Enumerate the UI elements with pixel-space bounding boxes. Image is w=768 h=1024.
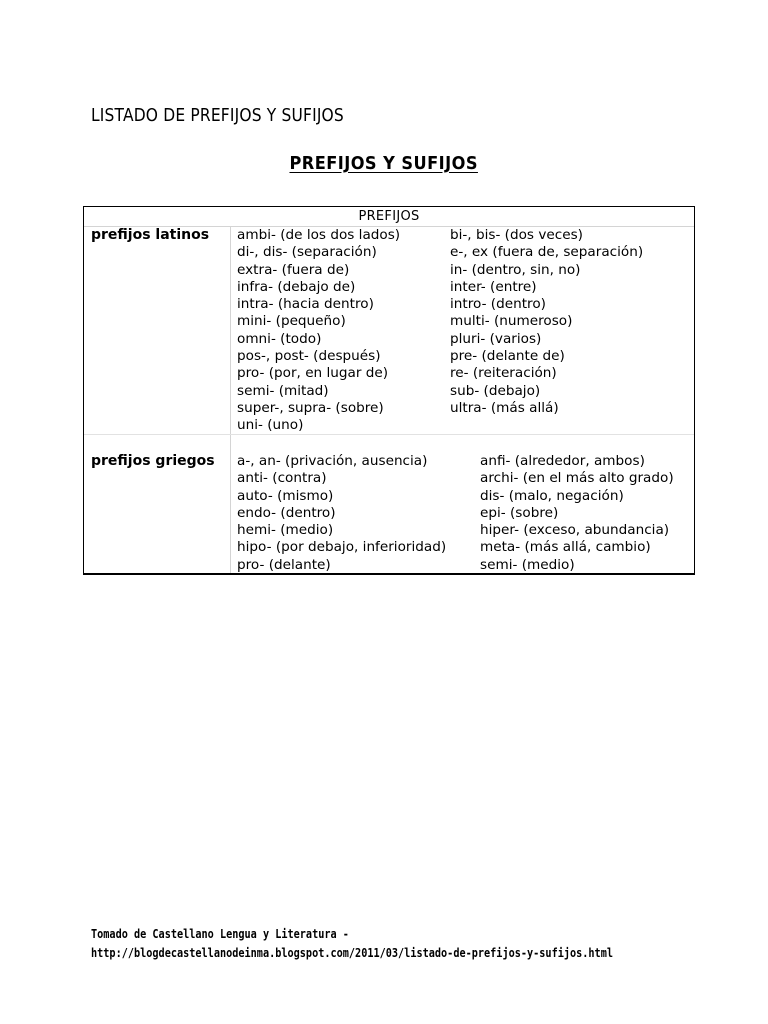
prefix-item: sub- (debajo) [450, 382, 541, 399]
prefixes-table [83, 206, 695, 575]
latin-left-column [237, 227, 400, 435]
greek-left-column [237, 453, 446, 574]
prefix-item: intra- (hacia dentro) [237, 296, 374, 313]
section-title [0, 153, 768, 174]
prefix-item: anfi- (alrededor, ambos) [480, 453, 645, 469]
prefix-item: super-, supra- (sobre) [237, 399, 384, 416]
prefix-item: uni- (uno) [237, 417, 304, 434]
prefix-item: ambi- (de los dos lados) [237, 227, 401, 243]
prefix-item: pos-, post- (después) [237, 348, 381, 365]
prefix-item: extra- (fuera de) [237, 261, 350, 278]
prefix-item: hipo- (por debajo, inferioridad) [237, 539, 447, 556]
prefix-item: mini- (pequeño) [237, 313, 346, 330]
prefix-item: ultra- (más allá) [450, 399, 559, 416]
prefix-item: anti- (contra) [237, 470, 327, 487]
group-label-latin: prefijos latinos [91, 227, 210, 243]
prefix-item: dis- (malo, negación) [480, 487, 624, 504]
prefix-item: hiper- (exceso, abundancia) [480, 522, 670, 539]
prefix-item: meta- (más allá, cambio) [480, 539, 651, 556]
prefix-item: a-, an- (privación, ausencia) [237, 453, 428, 469]
prefix-item: re- (reiteración) [450, 365, 557, 382]
prefix-item: bi-, bis- (dos veces) [450, 227, 583, 243]
prefix-item: omni- (todo) [237, 330, 322, 347]
prefix-item: multi- (numeroso) [450, 313, 573, 330]
prefix-item: archi- (en el más alto grado) [480, 470, 674, 487]
prefix-item: di-, dis- (separación) [237, 244, 377, 261]
page-heading: LISTADO DE PREFIJOS Y SUFIJOS [91, 105, 344, 126]
section-title-text: PREFIJOS Y SUFIJOS [289, 153, 479, 174]
prefix-item: e-, ex (fuera de, separación) [450, 244, 644, 261]
prefix-item: pro- (por, en lugar de) [237, 365, 389, 382]
prefix-item: semi- (mitad) [237, 382, 329, 399]
source-credit: Tomado de Castellano Lengua y Literatura - [91, 927, 349, 941]
prefix-item: pre- (delante de) [450, 348, 565, 365]
prefix-item: pluri- (varios) [450, 330, 542, 347]
prefix-item: epi- (sobre) [480, 504, 559, 521]
greek-right-column [480, 453, 674, 574]
latin-right-column [450, 227, 643, 417]
source-url: http://blogdecastellanodeinma.blogspot.com/2011/03/listado-de-prefijos-y-sufijos.html [91, 946, 613, 960]
prefix-item: hemi- (medio) [237, 522, 334, 539]
group-label-greek: prefijos griegos [91, 453, 215, 469]
source-footer [91, 925, 613, 963]
table-header: PREFIJOS [84, 207, 694, 227]
prefix-item: pro- (delante) [237, 556, 331, 573]
prefix-item: auto- (mismo) [237, 487, 334, 504]
prefix-item: infra- (debajo de) [237, 278, 356, 295]
prefix-item: in- (dentro, sin, no) [450, 261, 581, 278]
prefix-item: semi- (medio) [480, 556, 575, 573]
prefix-item: inter- (entre) [450, 278, 537, 295]
prefix-item: endo- (dentro) [237, 504, 336, 521]
prefix-item: intro- (dentro) [450, 296, 546, 313]
column-divider [230, 226, 231, 573]
